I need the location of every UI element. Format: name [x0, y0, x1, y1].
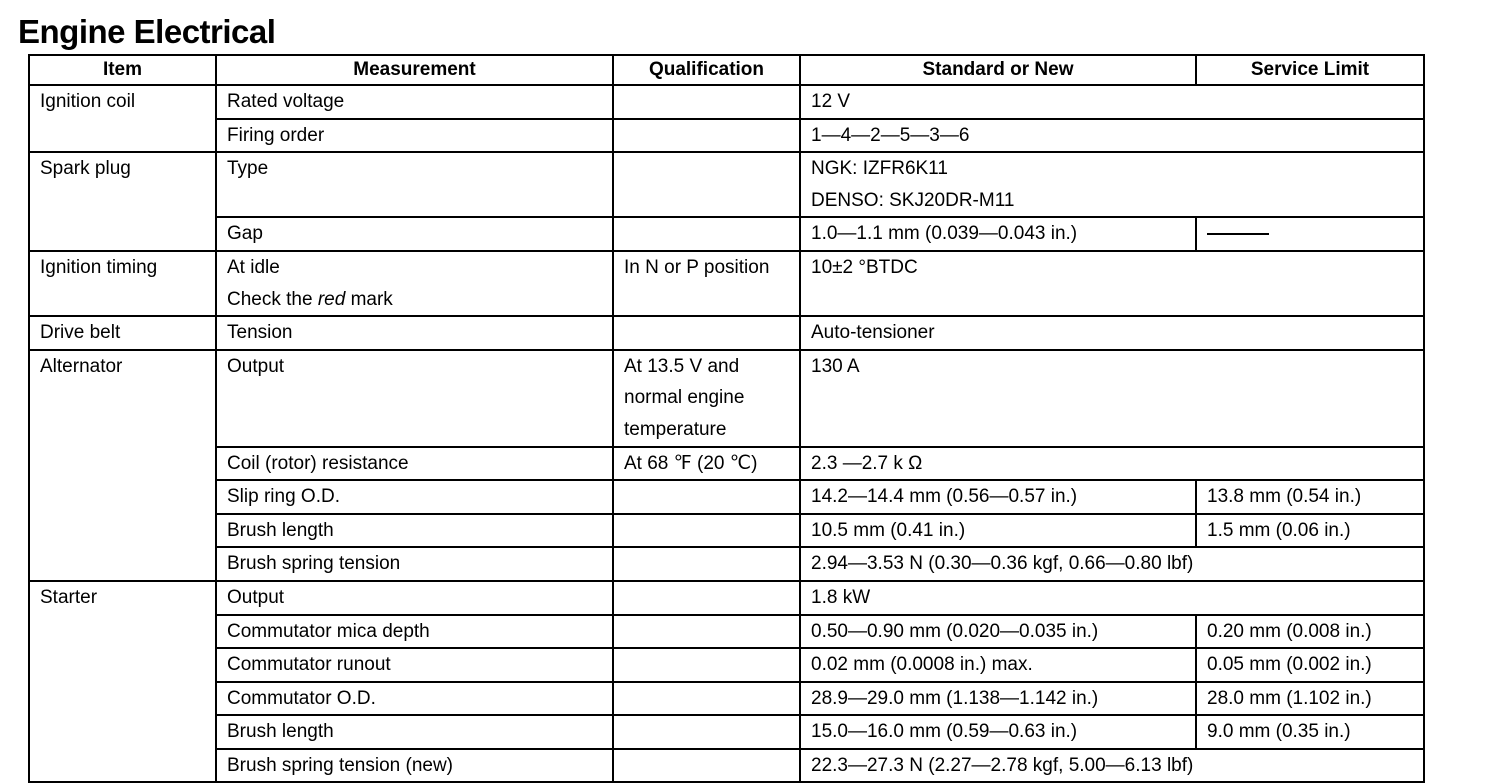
alt-output-q3: temperature — [624, 418, 727, 440]
header-measurement: Measurement — [216, 55, 613, 85]
timing-red-word: red — [317, 288, 346, 310]
spec-table — [28, 54, 1425, 783]
timing-at-idle: At idle — [227, 256, 280, 278]
table-row — [29, 251, 1424, 316]
measurement-cell: Firing order — [216, 119, 613, 153]
standard-cell: 1.0—1.1 mm (0.039—0.043 in.) — [800, 217, 1196, 251]
item-spark-plug: Spark plug — [29, 152, 216, 251]
not-applicable-dash — [1207, 233, 1269, 235]
standard-cell: 2.94—3.53 N (0.30—0.36 kgf, 0.66—0.80 lbf) — [800, 547, 1424, 581]
table-row — [29, 547, 1424, 581]
measurement-cell: Brush length — [216, 715, 613, 749]
item-starter: Starter — [29, 581, 216, 783]
qualification-cell — [613, 715, 800, 749]
qualification-cell — [613, 547, 800, 581]
table-row — [29, 749, 1424, 783]
header-service-limit: Service Limit — [1196, 55, 1424, 85]
spark-type-denso: DENSO: SKJ20DR-M11 — [811, 189, 1015, 211]
alt-output-q2: normal engine — [624, 387, 745, 409]
measurement-cell: Commutator runout — [216, 648, 613, 682]
qualification-cell — [613, 85, 800, 119]
measurement-cell: Coil (rotor) resistance — [216, 447, 613, 481]
header-qualification: Qualification — [613, 55, 800, 85]
spark-type-ngk: NGK: IZFR6K11 — [811, 158, 948, 180]
table-row — [29, 514, 1424, 548]
service-limit-cell: 0.05 mm (0.002 in.) — [1196, 648, 1424, 682]
table-row — [29, 85, 1424, 119]
service-limit-cell: 1.5 mm (0.06 in.) — [1196, 514, 1424, 548]
qualification-cell — [613, 480, 800, 514]
qualification-cell — [613, 514, 800, 548]
measurement-cell: Brush spring tension — [216, 547, 613, 581]
service-limit-cell — [1196, 217, 1424, 251]
qualification-cell — [613, 119, 800, 153]
timing-check-suffix: mark — [345, 288, 393, 310]
table-row — [29, 648, 1424, 682]
table-row — [29, 480, 1424, 514]
qualification-cell — [613, 217, 800, 251]
table-row — [29, 682, 1424, 716]
standard-cell: 15.0—16.0 mm (0.59—0.63 in.) — [800, 715, 1196, 749]
item-ignition-timing: Ignition timing — [29, 251, 216, 316]
standard-cell: 2.3 —2.7 k Ω — [800, 447, 1424, 481]
item-ignition-coil: Ignition coil — [29, 85, 216, 152]
standard-cell: 1—4—2—5—3—6 — [800, 119, 1424, 153]
qualification-cell — [613, 615, 800, 649]
timing-check-prefix: Check the — [227, 288, 318, 310]
table-row — [29, 217, 1424, 251]
table-row — [29, 119, 1424, 153]
header-item: Item — [29, 55, 216, 85]
qualification-cell — [613, 152, 800, 217]
standard-cell: 0.02 mm (0.0008 in.) max. — [800, 648, 1196, 682]
qualification-cell — [613, 648, 800, 682]
qualification-cell — [613, 316, 800, 350]
measurement-cell: Commutator mica depth — [216, 615, 613, 649]
standard-cell — [800, 152, 1424, 217]
measurement-cell: Type — [216, 152, 613, 217]
table-row — [29, 316, 1424, 350]
table-row — [29, 350, 1424, 447]
measurement-cell: Brush length — [216, 514, 613, 548]
qualification-cell — [613, 350, 800, 447]
page-title: Engine Electrical — [18, 13, 276, 50]
item-drive-belt: Drive belt — [29, 316, 216, 350]
standard-cell: 0.50—0.90 mm (0.020—0.035 in.) — [800, 615, 1196, 649]
measurement-cell: Gap — [216, 217, 613, 251]
table-row — [29, 152, 1424, 217]
item-alternator: Alternator — [29, 350, 216, 581]
service-limit-cell: 28.0 mm (1.102 in.) — [1196, 682, 1424, 716]
measurement-cell: Commutator O.D. — [216, 682, 613, 716]
qualification-cell: In N or P position — [613, 251, 800, 316]
alt-output-q1: At 13.5 V and — [624, 355, 740, 377]
qualification-cell: At 68 ℉ (20 ℃) — [613, 447, 800, 481]
standard-cell: 10.5 mm (0.41 in.) — [800, 514, 1196, 548]
measurement-cell: Output — [216, 581, 613, 615]
measurement-cell: Brush spring tension (new) — [216, 749, 613, 783]
header-standard: Standard or New — [800, 55, 1196, 85]
standard-cell: 10±2 °BTDC — [800, 251, 1424, 316]
measurement-cell: Rated voltage — [216, 85, 613, 119]
qualification-cell — [613, 682, 800, 716]
standard-cell: 22.3—27.3 N (2.27—2.78 kgf, 5.00—6.13 lbf) — [800, 749, 1424, 783]
table-row — [29, 715, 1424, 749]
measurement-cell: Tension — [216, 316, 613, 350]
standard-cell: 130 A — [800, 350, 1424, 447]
standard-cell: 28.9—29.0 mm (1.138—1.142 in.) — [800, 682, 1196, 716]
service-limit-cell: 9.0 mm (0.35 in.) — [1196, 715, 1424, 749]
table-row — [29, 615, 1424, 649]
measurement-cell — [216, 251, 613, 316]
qualification-cell — [613, 749, 800, 783]
measurement-cell: Output — [216, 350, 613, 447]
standard-cell: 1.8 kW — [800, 581, 1424, 615]
standard-cell: Auto-tensioner — [800, 316, 1424, 350]
header-row — [29, 55, 1424, 85]
table-row — [29, 581, 1424, 615]
service-limit-cell: 13.8 mm (0.54 in.) — [1196, 480, 1424, 514]
qualification-cell — [613, 581, 800, 615]
measurement-cell: Slip ring O.D. — [216, 480, 613, 514]
table-row — [29, 447, 1424, 481]
standard-cell: 12 V — [800, 85, 1424, 119]
timing-check-mark — [227, 284, 602, 316]
standard-cell: 14.2—14.4 mm (0.56—0.57 in.) — [800, 480, 1196, 514]
service-limit-cell: 0.20 mm (0.008 in.) — [1196, 615, 1424, 649]
